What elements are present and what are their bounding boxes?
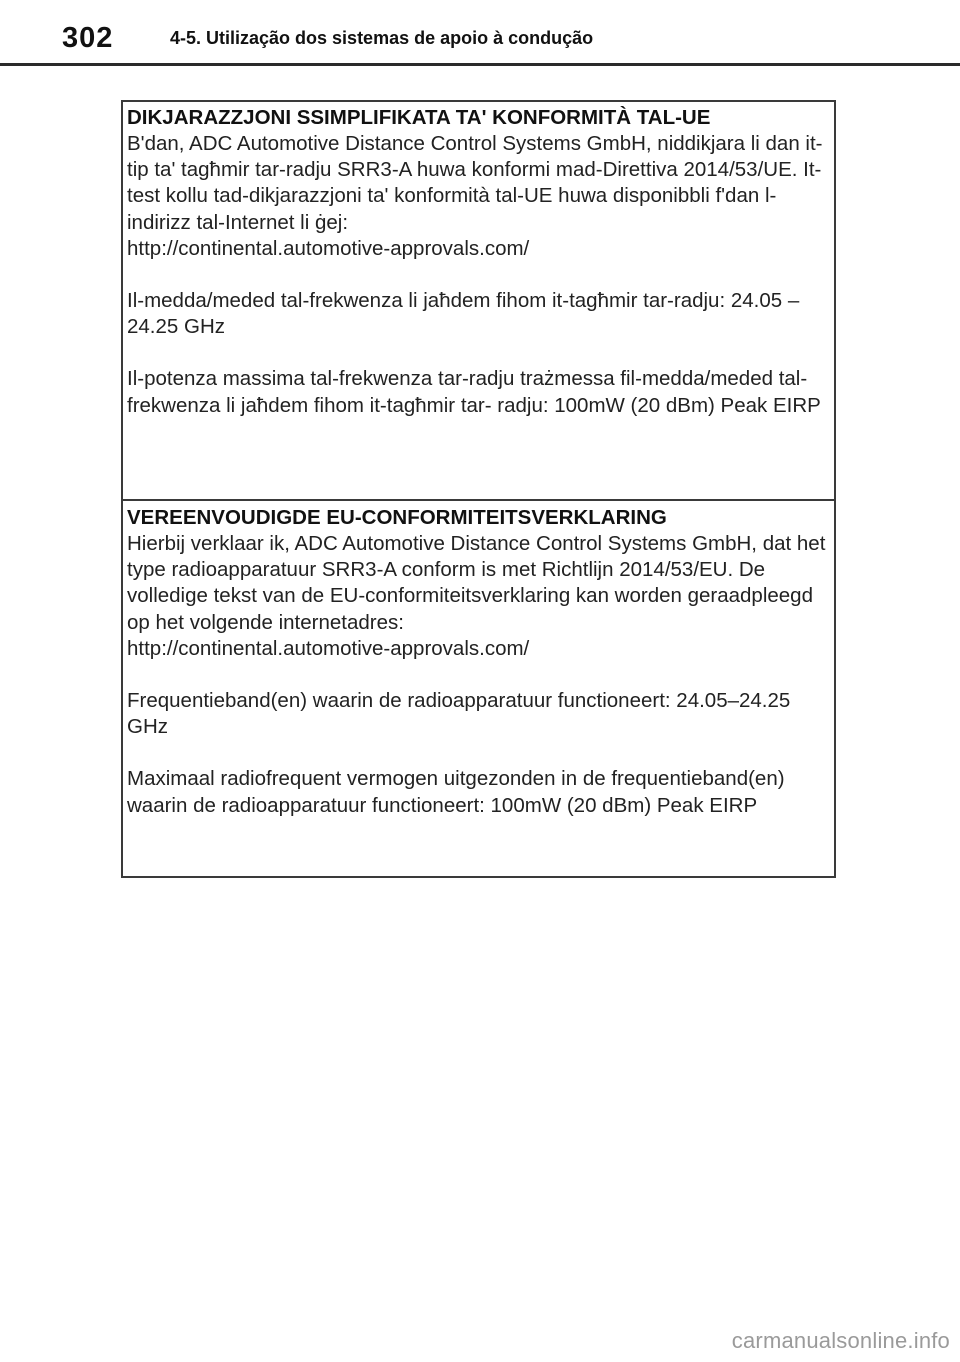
declaration-url: http://continental.automotive-approvals.com/: [127, 236, 530, 260]
frequency-band-text: Frequentieband(en) waarin de radioapparatuur functioneert: 24.05–24.25 GHz: [127, 689, 791, 739]
page-number: 302: [62, 22, 114, 54]
declaration-paragraph: B'dan, ADC Automotive Distance Control Systems GmbH, niddikjara li dan it-tip ta' tagħmir tar-radju SRR3-A huwa konformi mad-Direttiva 2014/53/UE. It-test kollu tad-dikjarazzjoni ta' konformità tal-UE huwa disponibbli f'dan l-indirizz tal-Internet li ġej:: [127, 132, 823, 234]
max-power-text: Maximaal radiofrequent vermogen uitgezonden in de frequentieband(en) waarin de radioapparatuur functioneert: 100mW (20 dBm) Peak EIRP: [127, 767, 785, 817]
max-power-text: Il-potenza massima tal-frekwenza tar-radju trażmessa fil-medda/meded tal-frekwenza li jaħdem fihom it-tagħmir tar- radju: 100mW (20 dBm) Peak EIRP: [127, 367, 821, 417]
watermark-text: carmanualsonline.info: [731, 1328, 950, 1353]
declaration-dutch: [123, 502, 834, 876]
section-divider: [123, 499, 834, 501]
paragraph-spacer: [127, 262, 834, 288]
paragraph-spacer: [127, 340, 834, 366]
declaration-box: [121, 100, 836, 878]
header-rule: [0, 63, 960, 66]
frequency-band-text: Il-medda/meded tal-frekwenza li jaħdem fihom it-tagħmir tar-radju: 24.05 –24.25 GHz: [127, 289, 800, 339]
declaration-url: http://continental.automotive-approvals.com/: [127, 636, 530, 660]
paragraph-spacer: [127, 662, 834, 688]
declaration-maltese: [123, 102, 834, 500]
declaration-heading: DIKJARAZZJONI SSIMPLIFIKATA TA' KONFORMITÀ TAL-UE: [127, 106, 711, 129]
declaration-paragraph: Hierbij verklaar ik, ADC Automotive Distance Control Systems GmbH, dat het type radioapparatuur SRR3-A conform is met Richtlijn 2014/53/EU. De volledige tekst van de EU-conformiteitsverklaring kan worden geraadpleegd op het volgende internetadres:: [127, 532, 826, 634]
paragraph-spacer: [127, 740, 834, 766]
declaration-heading: VEREENVOUDIGDE EU-CONFORMITEITSVERKLARING: [127, 506, 667, 529]
section-title: 4-5. Utilização dos sistemas de apoio à condução: [170, 28, 594, 48]
page-header: [0, 0, 960, 66]
